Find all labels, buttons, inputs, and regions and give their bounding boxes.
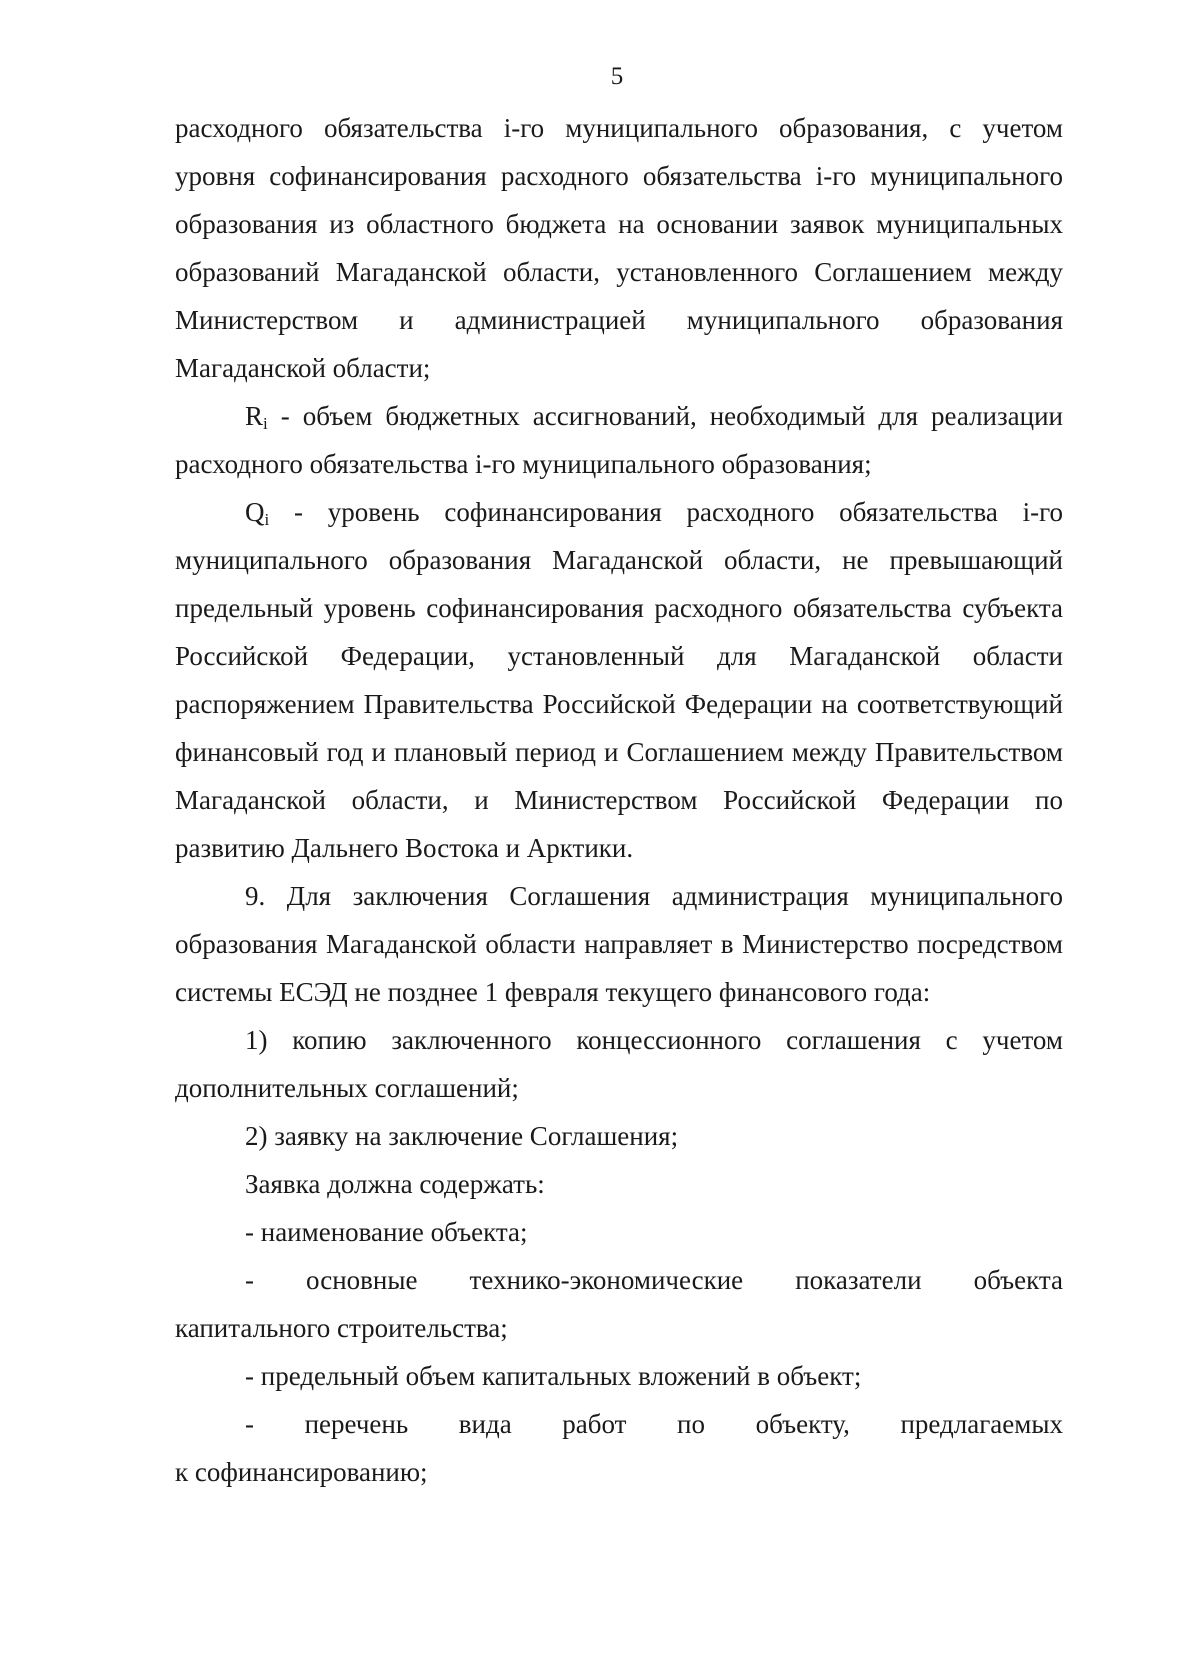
list-item-object-name: - наименование объекта;: [245, 1217, 528, 1247]
word: предлагаемых: [900, 1409, 1063, 1439]
ri-definition-text: - объем бюджетных ассигнований, необходимый для реализации расходного обязательства i-го муниципального образования;: [175, 401, 1063, 479]
list-item-investment-limit: - предельный объем капитальных вложений в объект;: [245, 1361, 862, 1391]
symbol-r: R: [245, 401, 264, 431]
paragraph-item-9: 9. Для заключения Соглашения администрация муниципального образования Магаданской области направляет в Министерство посредством системы ЕСЭД не позднее 1 февраля текущего финансового года:: [175, 881, 1063, 1007]
paragraph-continuation: расходного обязательства i-го муниципального образования, с учетом уровня софинансирования расходного обязательства i-го муниципального образования из областного бюджета на основании заявок муниципальных образований Магаданской области, установленного Соглашением между Министерством и администрацией муниципального образования Магаданской области;: [175, 113, 1063, 383]
word: работ: [562, 1409, 627, 1439]
word: основные: [306, 1265, 418, 1295]
symbol-q: Q: [245, 497, 265, 527]
word: объекту,: [755, 1409, 850, 1439]
list-item-indicators-line2: капитального строительства;: [175, 1313, 508, 1343]
paragraph-application-contents: Заявка должна содержать:: [245, 1169, 545, 1199]
word: -: [245, 1265, 254, 1295]
paragraph-subitem-1: 1) копию заключенного концессионного соглашения с учетом дополнительных соглашений;: [175, 1025, 1063, 1103]
word: вида: [458, 1409, 512, 1439]
list-item-works-line1: [175, 1400, 1063, 1448]
document-body: [175, 104, 1063, 1496]
word: по: [677, 1409, 705, 1439]
qi-definition-text: - уровень софинансирования расходного обязательства i-го муниципального образования Магаданской области, не превышающий предельный уровень софинансирования расходного обязательства субъекта Российской Федерации, установленный для Магаданской области распоряжением Правительства Российской Федерации на соответствующий финансовый год и плановый период и Соглашением между Правительством Магаданской области, и Министерством Российской Федерации по развитию Дальнего Востока и Арктики.: [175, 497, 1063, 863]
word: показатели: [795, 1265, 922, 1295]
paragraph-ri-definition: [175, 392, 1063, 488]
word: технико-экономические: [469, 1265, 744, 1295]
list-item-indicators-line1: [175, 1256, 1063, 1304]
word: объекта: [973, 1265, 1063, 1295]
list-item-works-line2: к софинансированию;: [175, 1457, 428, 1487]
symbol-q-subscript: i: [264, 510, 270, 529]
page-number: 5: [610, 63, 624, 90]
word: -: [245, 1409, 254, 1439]
word: перечень: [304, 1409, 409, 1439]
paragraph-qi-definition: [175, 488, 1063, 872]
paragraph-subitem-2: 2) заявку на заключение Соглашения;: [245, 1121, 679, 1151]
symbol-r-subscript: i: [263, 414, 268, 433]
